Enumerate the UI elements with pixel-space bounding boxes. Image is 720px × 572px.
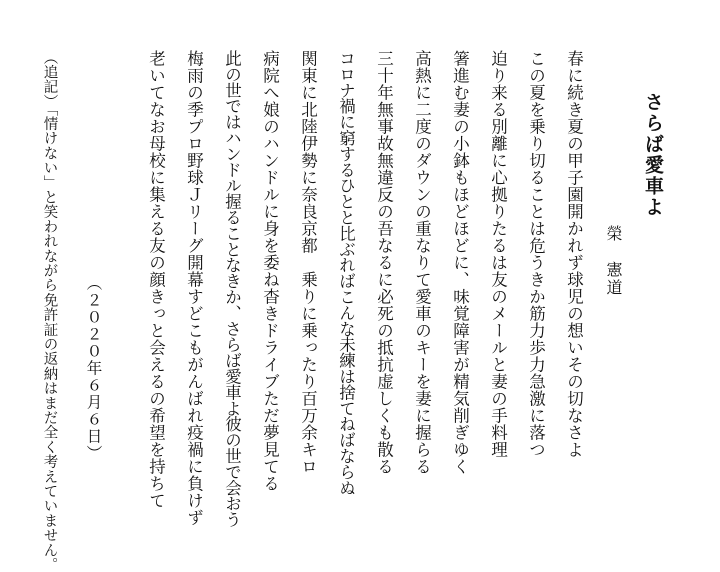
poem-line-1: 春に続き夏の甲子園開かれず球児の想いその切なさよ <box>564 50 584 458</box>
poem-line-6: 三十年無事故無違反の吾なるに必死の抵抗虚しくも散る <box>374 50 394 475</box>
poem-date: （２０２０年６月６日） <box>84 275 103 462</box>
poem-line-4: 箸進む妻の小鉢もほどほどに、味覚障害が精気削ぎゆく <box>450 50 470 475</box>
postscript-note: （追記）「情けない」と笑われながら免許証の返納はまだ全く考えていません。 <box>41 50 58 572</box>
poem-line-7: コロナ禍に窮するひとと比ぶればこんな未練は捨てねばならぬ <box>336 50 356 496</box>
poem-line-8: 関東に北陸伊勢に奈良京都 乗りに乗ったり百万余キロ <box>298 50 318 475</box>
poem-line-10: 此の世ではハンドル握ることなきか、さらば愛車よ彼の世で会おう <box>222 50 242 528</box>
poem-line-3: 迫り来る別離に心拠りたるは友のメールと妻の手料理 <box>488 50 508 458</box>
poem-line-2: この夏を乗り切ることは危うきか筋力歩力急激に落つ <box>526 50 546 458</box>
author-name: 榮 憲道 <box>604 225 623 297</box>
poem-line-9: 病院へ娘のハンドルに身を委ね杳きドライブただ夢見てる <box>260 50 280 492</box>
poem-line-12: 老いてなお母校に集える友の顔きっと会えるの希望を持ちて <box>146 50 166 509</box>
poem-line-11: 梅雨の季プロ野球Ｊリーグ開幕すどこもがんばれ疫禍に負けず <box>184 50 204 526</box>
poem-title: さらば愛車よ <box>642 92 664 218</box>
poem-line-5: 高熱に二度のダウンの重なりて愛車のキーを妻に握らる <box>412 50 432 475</box>
